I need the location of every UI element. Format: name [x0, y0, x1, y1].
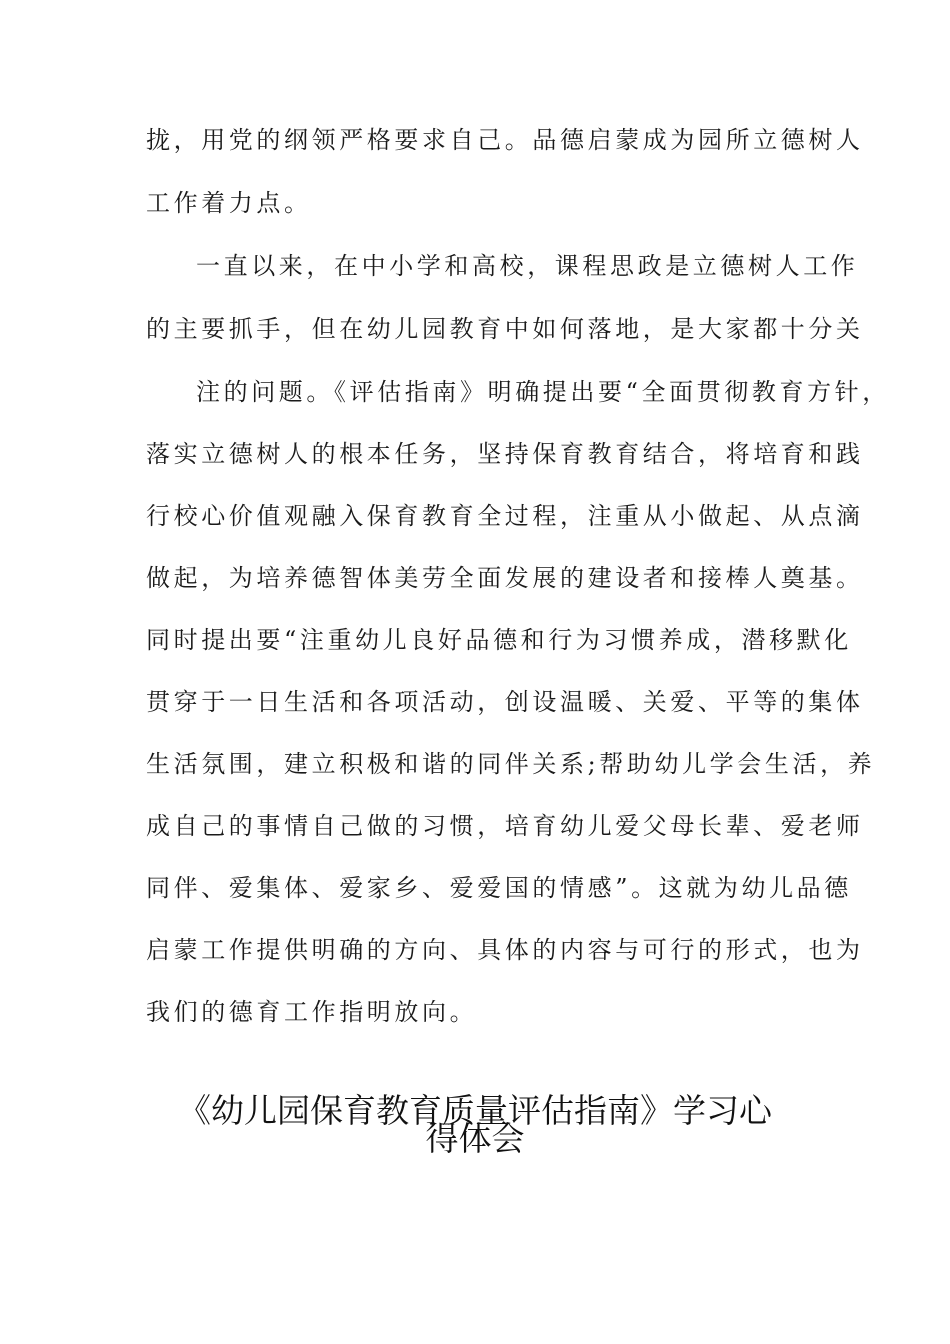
body-line: 拢，用党的纲领严格要求自己。品德启蒙成为园所立德树人: [146, 126, 864, 154]
section-heading-line-2: 得体会: [425, 1119, 525, 1158]
body-line: 落实立德树人的根本任务，坚持保育教育结合，将培育和践: [146, 440, 864, 468]
body-line: 生活氛围，建立积极和谐的同伴关系;帮助幼儿学会生活，养: [146, 750, 876, 778]
body-line: 我们的德育工作指明放向。: [146, 998, 478, 1026]
body-line: 的主要抓手，但在幼儿园教育中如何落地，是大家都十分关: [146, 315, 864, 343]
body-line: 行校心价值观融入保育教育全过程，注重从小做起、从点滴: [146, 502, 864, 530]
body-line: 启蒙工作提供明确的方向、具体的内容与可行的形式，也为: [146, 936, 864, 964]
body-line: 一直以来，在中小学和高校，课程思政是立德树人工作: [196, 252, 859, 280]
body-line: 工作着力点。: [146, 189, 312, 217]
body-line: 做起，为培养德智体美劳全面发展的建设者和接棒人奠基。: [146, 564, 864, 592]
body-line: 同时提出要“注重幼儿良好品德和行为习惯养成，潜移默化: [146, 626, 852, 654]
body-line: 贯穿于一日生活和各项活动，创设温暖、关爱、平等的集体: [146, 688, 864, 716]
body-line: 同伴、爱集体、爱家乡、爱爱国的情感”。这就为幼儿品德: [146, 874, 852, 902]
body-line: 注的问题。《评估指南》明确提出要“全面贯彻教育方针，: [196, 378, 890, 406]
body-line: 成自己的事情自己做的习惯，培育幼儿爱父母长辈、爱老师: [146, 812, 864, 840]
section-heading-line-1: 《幼儿园保育教育质量评估指南》学习心: [178, 1091, 772, 1130]
